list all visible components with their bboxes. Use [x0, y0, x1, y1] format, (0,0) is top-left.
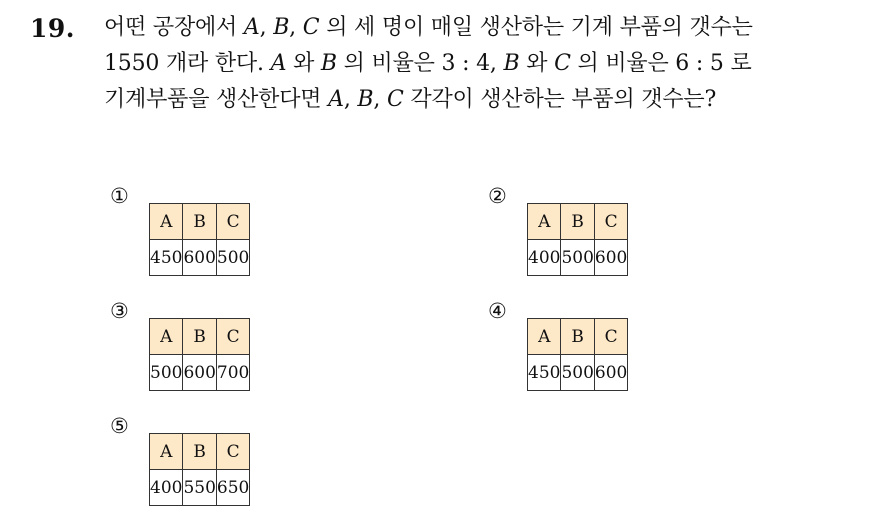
- question-number: 19.: [30, 14, 75, 43]
- choice-5-mark: ⑤: [110, 414, 129, 438]
- choice-2-table: [527, 203, 628, 276]
- table-header-row: [150, 204, 250, 240]
- header-cell-b: B: [183, 204, 216, 240]
- header-cell-b: B: [561, 204, 594, 240]
- header-cell-c: C: [594, 319, 627, 355]
- choice-5-table: [149, 433, 250, 506]
- value-cell-b: 500: [561, 355, 594, 391]
- choice-2-mark: ②: [488, 184, 507, 208]
- value-cell-a: 450: [528, 355, 561, 391]
- value-cell-c: 500: [216, 240, 249, 276]
- header-cell-a: A: [150, 204, 183, 240]
- question-line-3: 기계부품을 생산한다면 A, B, C 각각이 생산하는 부품의 갯수는?: [104, 87, 717, 112]
- header-cell-c: C: [216, 434, 249, 470]
- table-header-row: [528, 319, 628, 355]
- value-cell-b: 500: [561, 240, 594, 276]
- header-cell-a: A: [528, 319, 561, 355]
- value-cell-c: 650: [216, 470, 249, 506]
- value-cell-c: 600: [594, 240, 627, 276]
- value-cell-b: 600: [183, 240, 216, 276]
- table-header-row: [150, 319, 250, 355]
- header-cell-a: A: [150, 319, 183, 355]
- table-header-row: [150, 434, 250, 470]
- value-cell-a: 400: [528, 240, 561, 276]
- header-cell-b: B: [183, 434, 216, 470]
- header-cell-c: C: [216, 204, 249, 240]
- header-cell-b: B: [561, 319, 594, 355]
- question-line-2: 1550 개라 한다. A 와 B 의 비율은 3 : 4, B 와 C 의 비율은 6 : 5 로: [104, 51, 752, 76]
- choice-3-mark: ③: [110, 299, 129, 323]
- value-cell-a: 500: [150, 355, 183, 391]
- table-value-row: [528, 240, 628, 276]
- header-cell-c: C: [216, 319, 249, 355]
- header-cell-a: A: [150, 434, 183, 470]
- choice-1-table: [149, 203, 250, 276]
- header-cell-a: A: [528, 204, 561, 240]
- value-cell-b: 600: [183, 355, 216, 391]
- choice-3-table: [149, 318, 250, 391]
- value-cell-c: 700: [216, 355, 249, 391]
- choice-4-mark: ④: [488, 299, 507, 323]
- table-value-row: [150, 470, 250, 506]
- question-line-1: 어떤 공장에서 A, B, C 의 세 명이 매일 생산하는 기계 부품의 갯수는: [104, 15, 753, 40]
- table-value-row: [150, 355, 250, 391]
- value-cell-c: 600: [594, 355, 627, 391]
- table-value-row: [528, 355, 628, 391]
- header-cell-c: C: [594, 204, 627, 240]
- choice-1-mark: ①: [110, 184, 129, 208]
- choice-4-table: [527, 318, 628, 391]
- value-cell-a: 450: [150, 240, 183, 276]
- header-cell-b: B: [183, 319, 216, 355]
- question-text: [104, 10, 874, 118]
- value-cell-a: 400: [150, 470, 183, 506]
- table-value-row: [150, 240, 250, 276]
- table-header-row: [528, 204, 628, 240]
- value-cell-b: 550: [183, 470, 216, 506]
